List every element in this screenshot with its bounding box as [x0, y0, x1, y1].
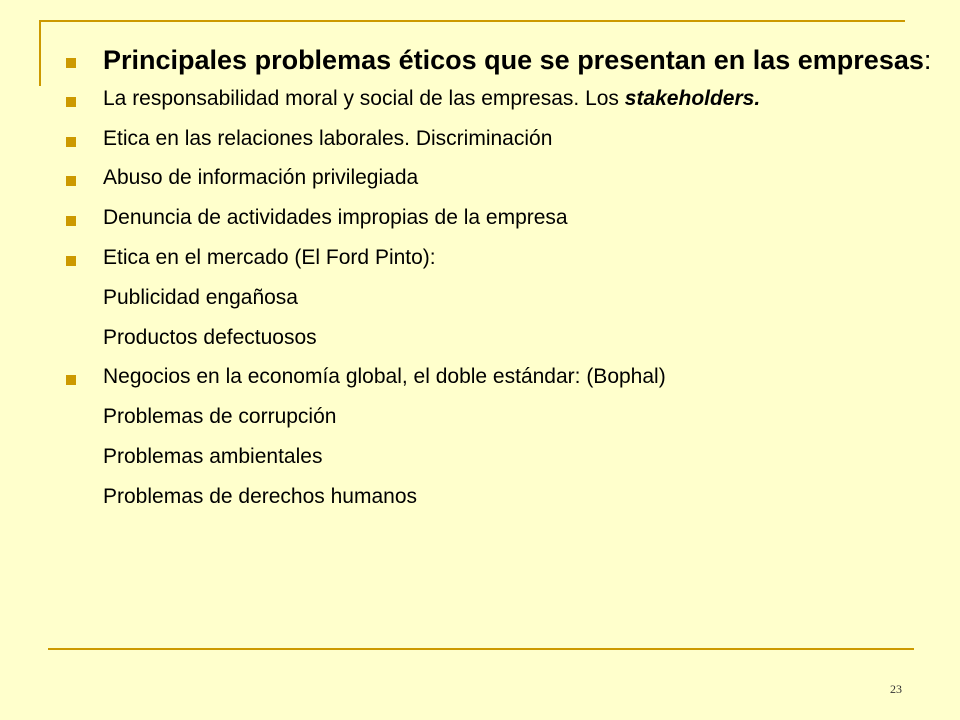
bullet-square-icon: [66, 375, 76, 385]
bullet-square-icon: [66, 97, 76, 107]
bullet-square-icon: [66, 58, 76, 68]
list-item-emphasis: stakeholders.: [624, 86, 761, 110]
sub-list-item: [66, 326, 932, 351]
accent-line-vertical: [39, 20, 41, 86]
slide-content: [66, 44, 932, 524]
list-item: [66, 246, 932, 271]
sub-list-item: [66, 405, 932, 430]
bullet-square-icon: [66, 137, 76, 147]
sub-list-item-text: Problemas ambientales: [103, 444, 323, 468]
bullet-square-icon: [66, 256, 76, 266]
list-item: [66, 127, 932, 152]
slide-title-suffix: :: [923, 45, 932, 75]
list-item: [66, 87, 932, 112]
sub-list-item-text: Problemas de corrupción: [103, 405, 337, 429]
list-item: [66, 365, 932, 390]
list-item-text: Negocios en la economía global, el doble estándar: (Bophal): [103, 365, 666, 389]
slide-title-text: Principales problemas éticos que se presentan en las empresas: [103, 45, 924, 75]
sub-list-item-text: Publicidad engañosa: [103, 285, 298, 309]
accent-line-bottom: [48, 648, 914, 650]
list-item: [66, 206, 932, 231]
bullet-square-icon: [66, 216, 76, 226]
slide-number: 23: [890, 682, 902, 696]
list-item-text: La responsabilidad moral y social de las empresas. Los: [103, 86, 625, 110]
bullet-square-icon: [66, 176, 76, 186]
list-item-text: Etica en las relaciones laborales. Discriminación: [103, 126, 553, 150]
list-item-text: Etica en el mercado (El Ford Pinto):: [103, 246, 436, 269]
slide-title: [66, 44, 932, 77]
sub-list-item-text: Productos defectuosos: [103, 325, 317, 349]
sub-list-item: [66, 445, 932, 470]
sub-list-item: [66, 485, 932, 510]
list-item-text: Abuso de información privilegiada: [103, 166, 419, 190]
sub-list-item-text: Problemas de derechos humanos: [103, 484, 418, 508]
sub-list-item: [66, 286, 932, 311]
list-item: [66, 166, 932, 191]
list-item-text: Denuncia de actividades impropias de la empresa: [103, 206, 568, 230]
accent-line-top: [39, 20, 905, 22]
